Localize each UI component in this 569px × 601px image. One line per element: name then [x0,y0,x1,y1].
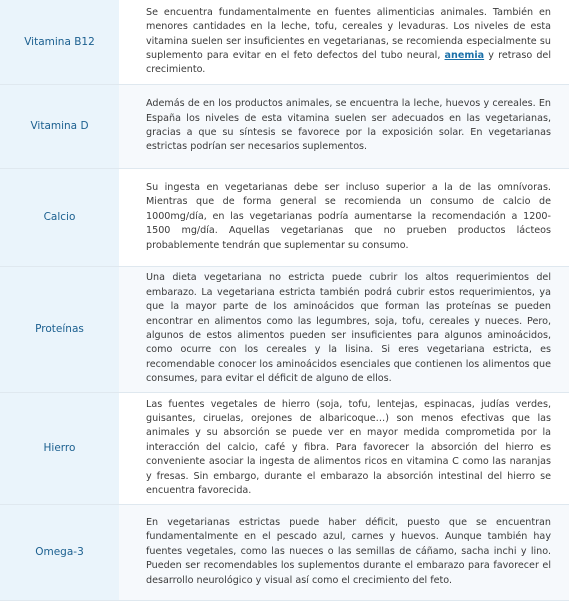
description-text: y retraso del crecimiento. [146,49,552,76]
nutrient-description: Su ingesta en vegetarianas debe ser incluso superior a la de las omnívoras. Mientras que de forma general se recomienda un consumo de calcio de 1000mg/día, en las vegetarianas podría aumentarse la recomendación a 1200-1500 mg/día. Aquellas vegetarianas que no prueben productos lácteos probablemente tendrán que suplementar su consumo. [119,168,569,266]
nutrient-description: Las fuentes vegetales de hierro (soja, tofu, lentejas, espinacas, judías verdes, guisantes, ciruelas, orejones de albaricoque…) son menos efectivas que las animales y su absorción se puede ver en mayor medida comprometida por la interacción del calcio, café y fibra. Para favorecer la absorción del hierro es conveniente asociar la ingesta de alimentos ricos en vitamina C como las naranjas y fresas. Sin embargo, durante el embarazo la absorción intestinal del hierro se encuentra favorecida. [119,392,569,504]
table-row [0,168,569,266]
table-row [0,504,569,600]
nutrient-description: Una dieta vegetariana no estricta puede cubrir los altos requerimientos del embarazo. La vegetariana estricta también podrá cubrir estos requerimientos, ya que la mayor parte de los aminoácidos que forman las proteínas se pueden encontrar en alimentos como las legumbres, soja, tofu, cereales y nueces. Pero, algunos de estos alimentos pueden ser insuficientes para algunos aminoácidos, como ocurre con los cereales y la lisina. Si eres vegetariana estricta, es recomendable conocer los aminoácidos esenciales que contienen los alimentos que consumes, para evitar el déficit de alguno de ellos. [119,266,569,392]
table-row [0,266,569,392]
nutrient-name: Hierro [0,392,119,504]
table-row [0,392,569,504]
nutrient-name: Proteínas [0,266,119,392]
nutrient-name: Omega-3 [0,504,119,600]
nutrient-description [119,0,569,84]
nutrient-name: Calcio [0,168,119,266]
nutrient-name: Vitamina B12 [0,0,119,84]
description-text: Se encuentra fundamentalmente en fuentes alimenticias animales. También en menores cantidades en la leche, tofu, cereales y levaduras. Los niveles de esta vitamina suelen ser insuficientes en vegetarianas, se recomienda especialmente su suplemento para evitar en el feto defectos del tubo neural, [146,6,551,61]
nutrient-description: Además de en los productos animales, se encuentra la leche, huevos y cereales. En España los niveles de esta vitamina suelen ser adecuados en las vegetarianas, gracias a que su síntesis se favorece por la exposición solar. En vegetarianas estrictas podrían ser necesarios suplementos. [119,84,569,168]
table-row [0,84,569,168]
nutrient-description: En vegetarianas estrictas puede haber déficit, puesto que se encuentran fundamentalmente en el pescado azul, carnes y huevos. Aunque también hay fuentes vegetales, como las nueces o las semillas de cáñamo, sacha inchi y lino. Pueden ser recomendables los suplementos durante el embarazo para favorecer el desarrollo neurológico y visual así como el crecimiento del feto. [119,504,569,600]
table-row [0,0,569,84]
nutrient-name: Vitamina D [0,84,119,168]
anemia-link[interactable]: anemia [444,49,485,61]
